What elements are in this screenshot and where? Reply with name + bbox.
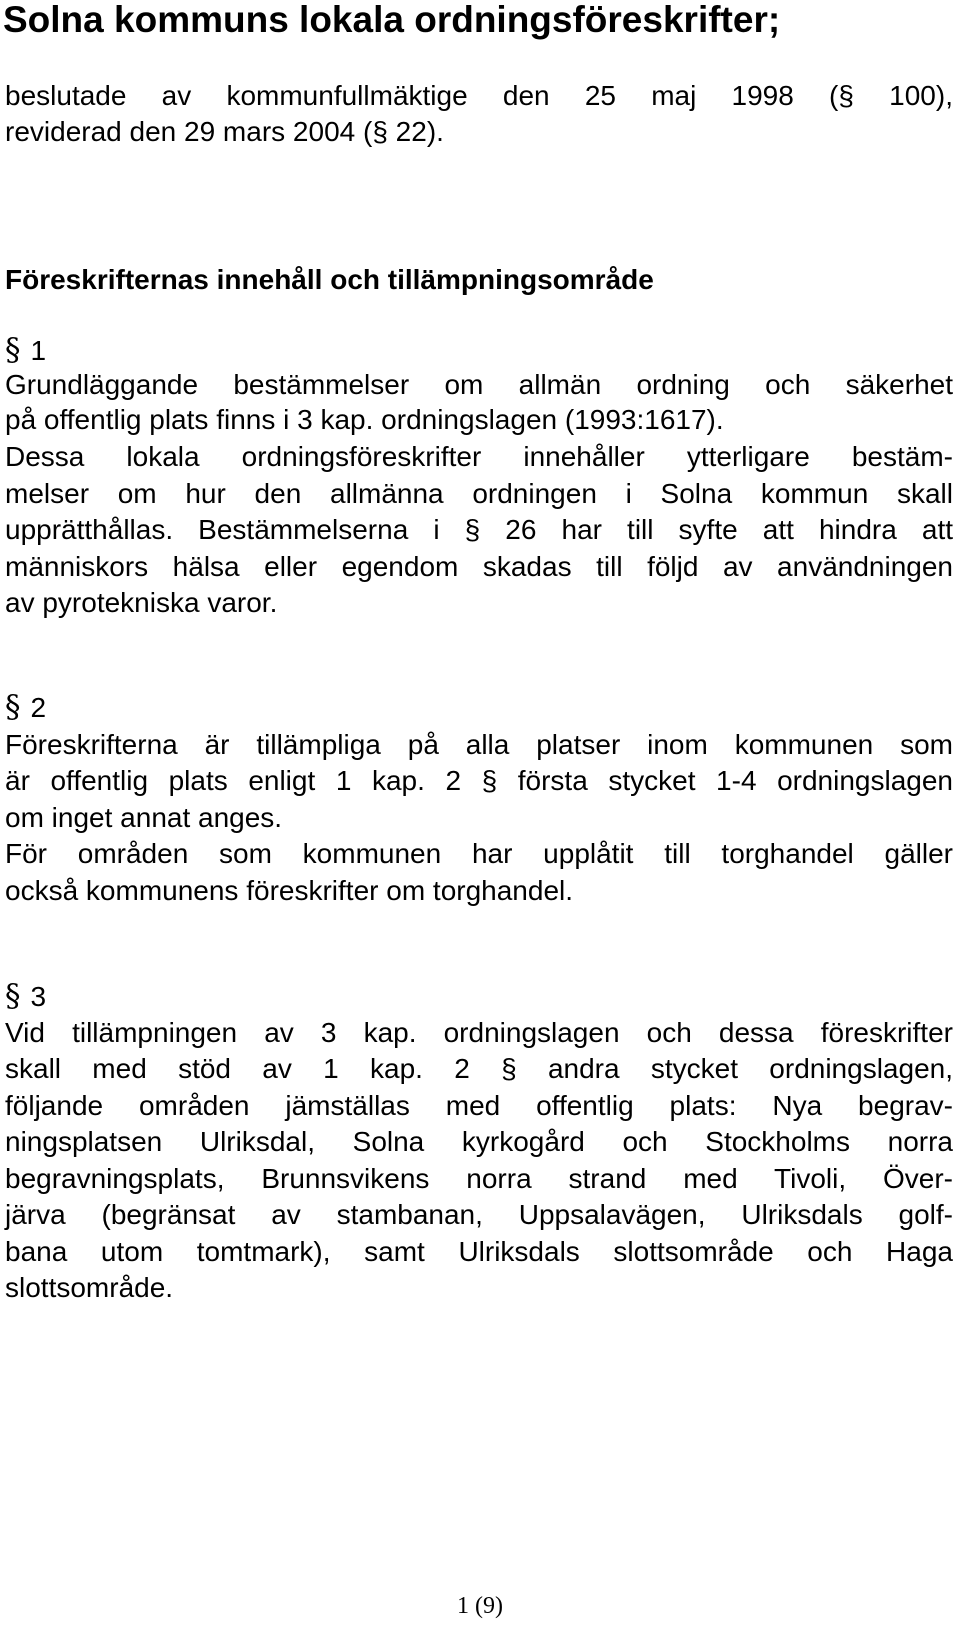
paragraph-line: Grundläggande bestämmelser om allmän ordning och säkerhet bbox=[5, 369, 953, 400]
section-sign-icon: § bbox=[5, 689, 21, 725]
paragraph-line: Föreskrifterna är tillämpliga på alla platser inom kommunen som bbox=[5, 729, 953, 760]
paragraph-line: melser om hur den allmänna ordningen i Solna kommun skall bbox=[5, 478, 953, 509]
paragraph-line: begravningsplats, Brunnsvikens norra strand med Tivoli, Över- bbox=[5, 1163, 953, 1194]
paragraph-line: ningsplatsen Ulriksdal, Solna kyrkogård och Stockholms norra bbox=[5, 1126, 953, 1157]
section-number: 2 bbox=[30, 692, 47, 723]
section-number: 1 bbox=[30, 335, 47, 366]
intro-line: reviderad den 29 mars 2004 (§ 22). bbox=[5, 116, 444, 147]
paragraph-line: slottsområde. bbox=[5, 1272, 174, 1303]
section-number-2 bbox=[5, 689, 46, 726]
paragraph-line: är offentlig plats enligt 1 kap. 2 § första stycket 1-4 ordningslagen bbox=[5, 765, 953, 796]
page-number: 1 (9) bbox=[457, 1593, 503, 1619]
section-heading: Föreskrifternas innehåll och tillämpningsområde bbox=[5, 264, 654, 295]
paragraph-line: Dessa lokala ordningsföreskrifter innehåller ytterligare bestäm- bbox=[5, 441, 953, 472]
paragraph-line: Vid tillämpningen av 3 kap. ordningslagen och dessa föreskrifter bbox=[5, 1017, 953, 1048]
paragraph-line: följande områden jämställas med offentlig plats: Nya begrav- bbox=[5, 1090, 953, 1121]
paragraph-line: För områden som kommunen har upplåtit till torghandel gäller bbox=[5, 838, 953, 869]
paragraph-line: också kommunens föreskrifter om torghandel. bbox=[5, 875, 574, 906]
section-number-3 bbox=[5, 978, 46, 1015]
paragraph-line: skall med stöd av 1 kap. 2 § andra stycket ordningslagen, bbox=[5, 1053, 953, 1084]
paragraph-line: upprätthållas. Bestämmelserna i § 26 har till syfte att hindra att bbox=[5, 514, 953, 545]
paragraph-line: av pyrotekniska varor. bbox=[5, 587, 278, 618]
paragraph-line: om inget annat anges. bbox=[5, 802, 283, 833]
section-sign-icon: § bbox=[5, 332, 21, 368]
section-sign-icon: § bbox=[5, 978, 21, 1014]
section-number-1 bbox=[5, 332, 46, 369]
paragraph-line: människors hälsa eller egendom skadas till följd av användningen bbox=[5, 551, 953, 582]
paragraph-line: bana utom tomtmark), samt Ulriksdals slottsområde och Haga bbox=[5, 1236, 953, 1267]
intro-line: beslutade av kommunfullmäktige den 25 maj 1998 (§ 100), bbox=[5, 80, 953, 111]
paragraph-line: på offentlig plats finns i 3 kap. ordningslagen (1993:1617). bbox=[5, 404, 724, 435]
document-title: Solna kommuns lokala ordningsföreskrifter; bbox=[3, 0, 781, 40]
paragraph-line: järva (begränsat av stambanan, Uppsalavägen, Ulriksdals golf- bbox=[5, 1199, 953, 1230]
section-number: 3 bbox=[30, 981, 47, 1012]
